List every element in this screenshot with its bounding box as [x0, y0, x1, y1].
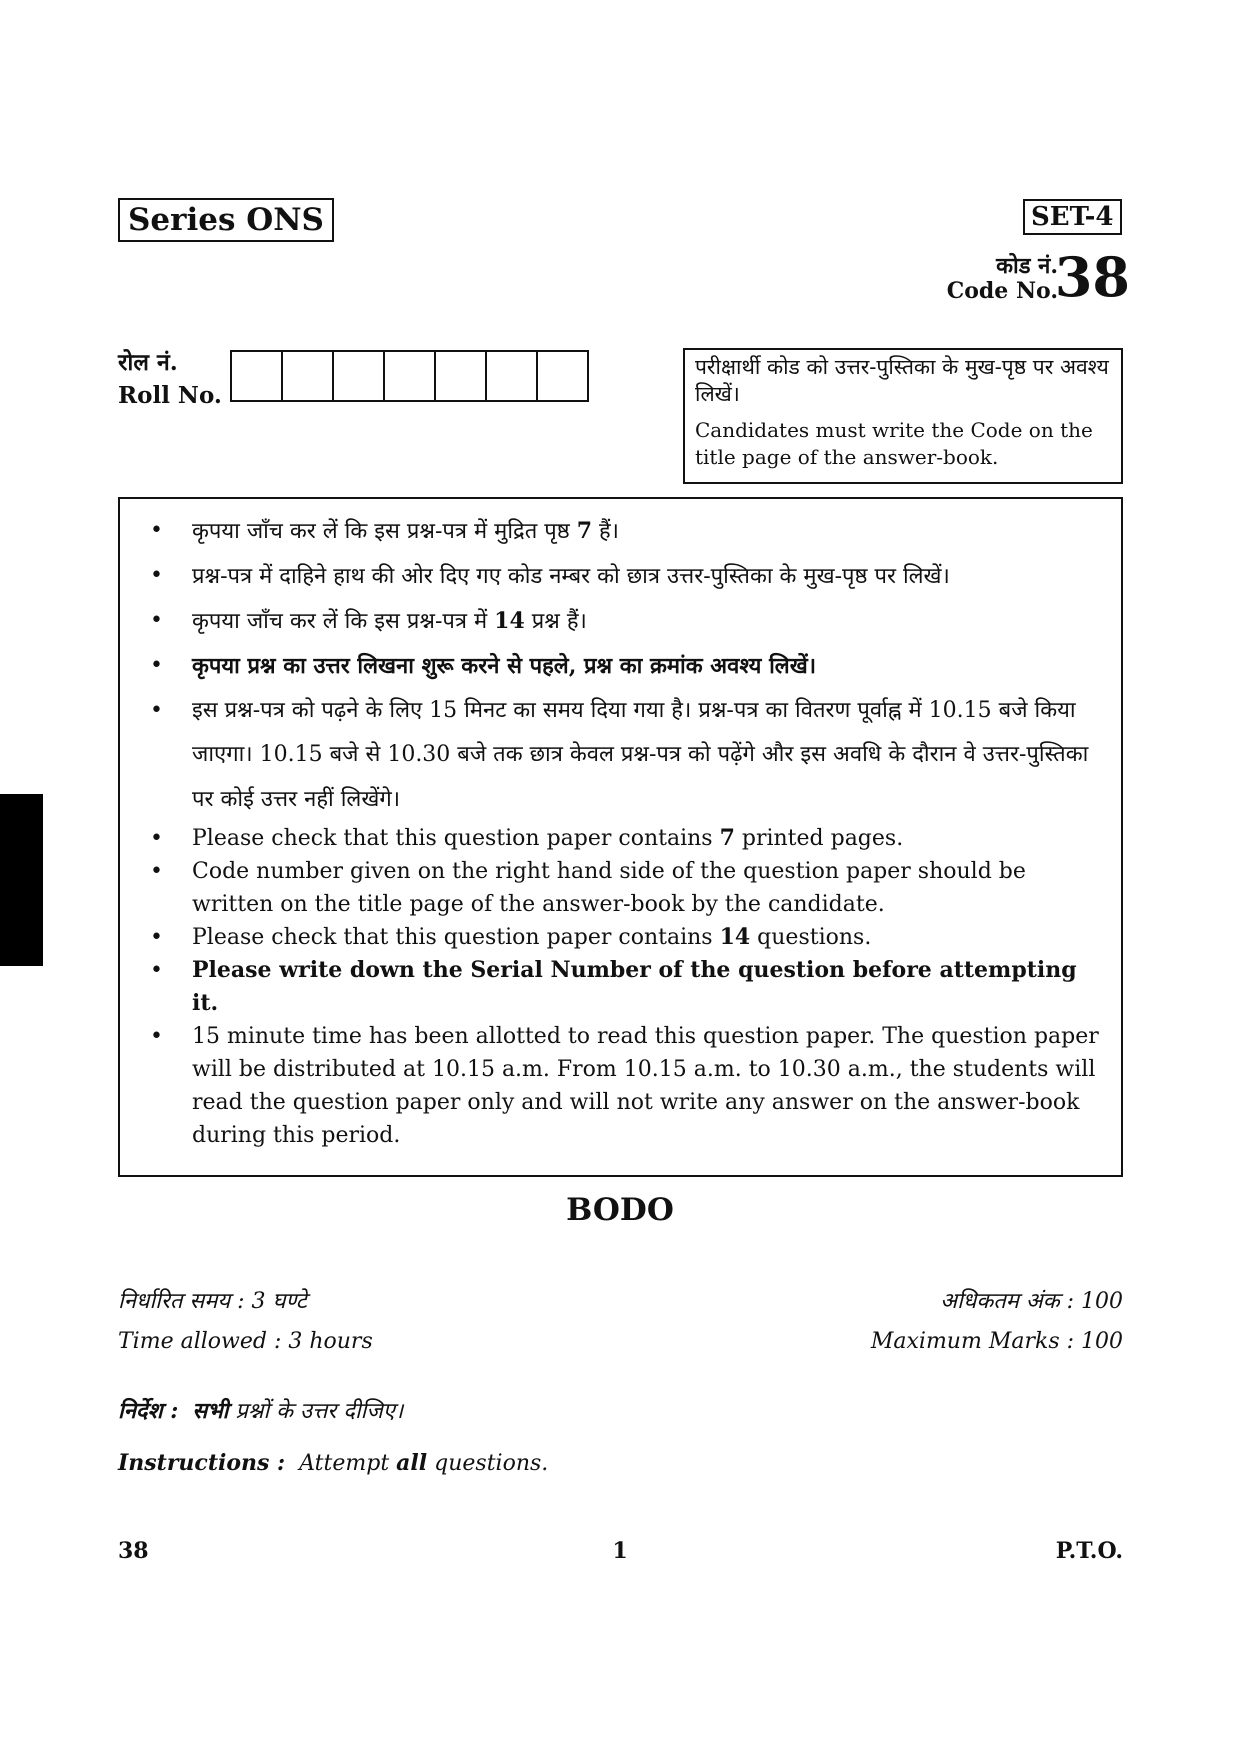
margin-black-bar [0, 794, 43, 966]
code-number-block [920, 245, 1130, 312]
series-label: Series ONS [118, 198, 334, 242]
instruction-item: • 15 minute time has been allotted to read this question paper. The question paper will be distributed at 10.15 a.m. From 10.15 a.m. to 10.30 a.m., the students will read the question paper only and will not write any answer on the answer-book during this period. [134, 1020, 1107, 1152]
roll-digit-box [334, 352, 385, 400]
instruction-item: • Please check that this question paper contains 14 questions. [134, 921, 1107, 954]
instruction-item: • Please check that this question paper contains 7 printed pages. [134, 822, 1107, 855]
roll-number-label [118, 346, 222, 412]
footer-code: 38 [118, 1538, 149, 1564]
time-allowed [118, 1282, 373, 1362]
directions-hindi: निर्देश : सभी प्रश्नों के उत्तर दीजिए। [118, 1398, 404, 1424]
instructions-hindi-list [134, 509, 1107, 822]
roll-digit-box [385, 352, 436, 400]
set-label: SET-4 [1023, 199, 1122, 235]
roll-digit-box [487, 352, 538, 400]
instructions-english-list [134, 822, 1107, 1152]
instruction-item: • Code number given on the right hand side of the question paper should be written on the title page of the answer-book by the candidate. [134, 855, 1107, 921]
candidate-code-note [683, 348, 1123, 484]
maximum-marks [871, 1282, 1123, 1362]
roll-label-english: Roll No. [118, 382, 222, 409]
roll-number-boxes [230, 350, 589, 402]
instruction-item: • इस प्रश्न-पत्र को पढ़ने के लिए 15 मिनट का समय दिया गया है। प्रश्न-पत्र का वितरण पूर्वाह्न में 10.15 बजे किया जाएगा। 10.15 बजे से 10.30 बजे तक छात्र केवल प्रश्न-पत्र को पढ़ेंगे और इस अवधि के दौरान वे उत्तर-पुस्तिका पर कोई उत्तर नहीं लिखेंगे। [134, 689, 1107, 822]
maximum-marks-hindi: अधिकतम अंक : 100 [940, 1289, 1123, 1314]
directions-english: Instructions : Attempt all questions. [118, 1450, 549, 1476]
code-label-english: Code No. [946, 278, 1058, 304]
general-instructions-box [118, 497, 1123, 1177]
roll-label-hindi: रोल नं. [118, 349, 178, 376]
roll-digit-box [436, 352, 487, 400]
candidate-note-english: Candidates must write the Code on the title page of the answer-book. [695, 418, 1093, 469]
code-number: 38 [1054, 245, 1130, 309]
roll-digit-box [538, 352, 587, 400]
page-number: 1 [612, 1538, 628, 1564]
please-turn-over: P.T.O. [1055, 1538, 1123, 1564]
subject-title: BODO [566, 1192, 674, 1228]
roll-digit-box [283, 352, 334, 400]
candidate-note-hindi: परीक्षार्थी कोड को उत्तर-पुस्तिका के मुख-पृष्ठ पर अवश्य लिखें। [695, 355, 1109, 406]
instruction-item: • कृपया प्रश्न का उत्तर लिखना शुरू करने से पहले, प्रश्न का क्रमांक अवश्य लिखें। [134, 644, 1107, 689]
time-allowed-english: Time allowed : 3 hours [118, 1329, 373, 1354]
time-allowed-hindi: निर्धारित समय : 3 घण्टे [118, 1289, 307, 1314]
instruction-item: • कृपया जाँच कर लें कि इस प्रश्न-पत्र में 14 प्रश्न हैं। [134, 599, 1107, 644]
maximum-marks-english: Maximum Marks : 100 [870, 1329, 1123, 1354]
instruction-item: • प्रश्न-पत्र में दाहिने हाथ की ओर दिए गए कोड नम्बर को छात्र उत्तर-पुस्तिका के मुख-पृष्ठ पर लिखें। [134, 554, 1107, 599]
roll-digit-box [232, 352, 283, 400]
instruction-item: • कृपया जाँच कर लें कि इस प्रश्न-पत्र में मुद्रित पृष्ठ 7 हैं। [134, 509, 1107, 554]
code-label-hindi: कोड नं. [996, 253, 1058, 279]
instruction-item: • Please write down the Serial Number of the question before attempting it. [134, 954, 1107, 1020]
